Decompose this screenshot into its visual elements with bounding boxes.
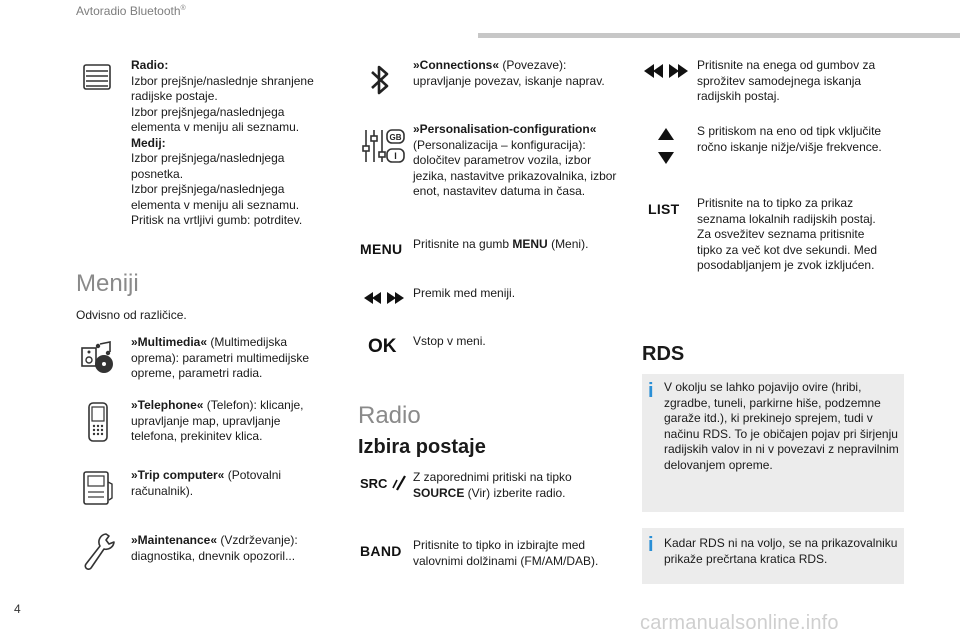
band-key: BAND (360, 543, 402, 559)
menu-item-telephone: »Telephone« (Telefon): klicanje, upravljanje map, upravljanje telefona, prekinitev klica. (131, 398, 304, 443)
menu-item-trip-computer: »Trip computer« (Potovalni računalnik). (131, 468, 282, 498)
menu-item-connections: »Connections« (Povezave): upravljanje povezav, iskanje naprav. (413, 58, 605, 88)
seek-description: Pritisnite na enega od gumbov za sprožitev samodejnega iskanja radijskih postaj. (697, 58, 876, 103)
radio-media-description: Radio: Izbor prejšnje/naslednje shranjene radijske postaje. Izbor prejšnjega/naslednjega elementa v meniju ali seznamu. Medij: Izbor prejšnjega/naslednjega posnetka. Izbor prejšnjega/naslednjega elementa v meniju ali seznamu. Pritisk na vrtljivi gumb: potrditev. (131, 58, 314, 227)
band-key-description: Pritisnite to tipko in izbirajte med valovnimi dolžinami (FM/AM/DAB). (413, 538, 599, 568)
ok-key: OK (368, 336, 397, 357)
page-number: 4 (14, 602, 21, 616)
left-right-arrows-icon (362, 290, 406, 306)
rds-unavailable-box (642, 528, 904, 584)
move-menus-description: Premik med meniji. (413, 286, 516, 300)
bluetooth-icon (368, 62, 392, 98)
rds-unavailable-text: Kadar RDS ni na voljo, se na prikazovalniku prikaže prečrtana kratica RDS. (664, 536, 898, 566)
info-icon: i (648, 534, 654, 556)
rds-heading: RDS (642, 343, 685, 365)
watermark: carmanualsonline.info (640, 612, 839, 634)
menu-item-maintenance: »Maintenance« (Vzdrževanje): diagnostika, dnevnik opozoril... (131, 533, 298, 563)
ok-key-description: Vstop v meni. (413, 334, 486, 348)
menus-intro: Odvisno od različice. (76, 308, 187, 322)
info-icon: i (648, 380, 654, 402)
src-key-label: SRC (360, 476, 388, 491)
seek-arrows-icon (642, 62, 690, 80)
rds-info-text: V okolju se lahko pojavijo ovire (hribi, zgradbe, tuneli, parkirne hiše, podzemne garaže itd.), ki prekinejo sprejem, tudi v načinu RDS. To je običajen pojav pri širjenju radijskih valov in ni v povezavi z nepravilnim delovanjem opreme. (664, 380, 899, 472)
up-down-arrows-icon (654, 126, 678, 166)
source-key-description: Z zaporednimi pritiski na tipko SOURCE (Vir) izberite radio. (413, 470, 572, 500)
menu-item-multimedia: »Multimedia« (Multimedijska oprema): parametri multimedijske opreme, parametri radia. (131, 335, 310, 380)
menu-key-description: Pritisnite na gumb MENU (Meni). (413, 237, 589, 251)
menu-item-personalisation: »Personalisation-configuration« (Personalizacija – konfiguracija): določitev parametrov vozila, izbor jezika, nastavitve prikazovalnika, izbor enot, nastavitev datuma in časa. (413, 122, 617, 198)
list-key-description: Pritisnite na to tipko za prikaz seznama lokalnih radijskih postaj. Za osvežitev seznama pritisnite tipko za več kot dve sekundi. Med posodabljanjem je zvok izkljućen. (697, 196, 878, 272)
manual-search-description: S pritiskom na eno od tipk vključite ročno iskanje nižje/višje frekvence. (697, 124, 882, 154)
multimedia-icon (80, 338, 116, 374)
header-title: Avtoradio Bluetooth® (76, 4, 186, 18)
badge-gb: GB (389, 133, 402, 142)
header-bar (478, 33, 960, 38)
rds-info-box (642, 374, 904, 512)
badge-i: I (394, 151, 397, 161)
list-key: LIST (648, 201, 680, 217)
menu-key: MENU (360, 241, 403, 257)
personalisation-icon (362, 126, 406, 166)
station-heading: Izbira postaje (358, 436, 486, 458)
menus-heading: Meniji (76, 270, 139, 297)
radio-heading: Radio (358, 402, 421, 429)
wrench-icon (82, 532, 116, 572)
trip-computer-icon (82, 470, 114, 506)
source-key-icon (360, 474, 408, 492)
phone-icon (86, 402, 110, 442)
list-lines-icon (80, 60, 114, 94)
